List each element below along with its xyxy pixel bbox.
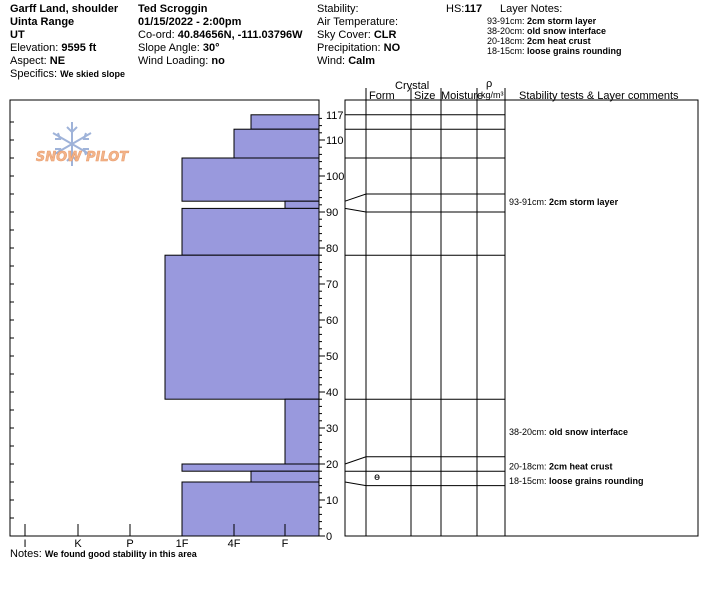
depth-axis: [319, 100, 344, 543]
layer-notes-title: Layer Notes:: [500, 3, 563, 15]
location-name: Garff Land, shoulder: [10, 3, 119, 15]
depth-tick-label: 10: [326, 495, 339, 507]
hardness-tick-label: I: [23, 538, 27, 550]
depth-tick-label: 60: [326, 315, 339, 327]
state-name: UT: [10, 29, 25, 41]
hardness-bar: [251, 471, 319, 482]
stability-comments-header: Stability tests & Layer comments: [519, 90, 679, 102]
hardness-bar: [285, 399, 319, 464]
range-name: Uinta Range: [10, 16, 75, 28]
depth-tick-label: 20: [326, 459, 339, 471]
wind-value: Calm: [348, 55, 376, 67]
depth-tick-label: 90: [326, 207, 339, 219]
elevation-value: 9595 ft: [61, 42, 97, 54]
hardness-bar: [251, 115, 319, 129]
left-tick-marks: [10, 122, 14, 518]
wind-loading-label: Wind Loading:: [138, 55, 209, 67]
hardness-tick-label: P: [126, 538, 134, 550]
layer-comment: [509, 476, 644, 486]
form-header: Form: [369, 90, 395, 102]
grain-form-symbol: ɵ: [374, 472, 381, 484]
layer-comment: [509, 197, 619, 207]
coord-value: 40.84656N, -111.03796W: [177, 29, 303, 41]
hardness-bar: [285, 201, 319, 208]
depth-tick-label: 40: [326, 387, 339, 399]
sky-label: Sky Cover:: [317, 29, 371, 41]
coord-label: Co-ord:: [138, 29, 175, 41]
depth-tick-label: 70: [326, 279, 339, 291]
layer-comment-text: loose grains rounding: [549, 475, 644, 486]
layer-comment-text: 2cm storm layer: [549, 196, 619, 207]
notes-value: We found good stability in this area: [44, 549, 197, 559]
layer-note-range: 20-18cm:: [487, 36, 525, 46]
layer-boundary: [345, 208, 505, 212]
elevation-label: Elevation:: [10, 42, 59, 54]
hardness-tick-label: F: [281, 538, 289, 550]
depth-tick-label: 30: [326, 423, 339, 435]
hardness-bar: [182, 158, 319, 201]
precip-value: NO: [383, 42, 401, 54]
snowpilot-logo: SNOW PILOT: [35, 150, 129, 165]
aspect-label: Aspect:: [10, 55, 47, 67]
layer-boundary: [345, 457, 505, 464]
sky-value: CLR: [373, 29, 397, 41]
specifics-label: Specifics:: [10, 68, 58, 80]
stability-label: Stability:: [317, 3, 359, 15]
layer-comment: [509, 461, 613, 471]
hardness-bars: [165, 115, 319, 536]
specifics-value: We skied slope: [60, 69, 125, 79]
precip-label: Precipitation:: [317, 42, 381, 54]
density-symbol: ρ: [486, 78, 493, 90]
hardness-bar: [182, 482, 319, 536]
observation-datetime: 01/15/2022 - 2:00pm: [138, 16, 242, 28]
depth-tick-label: 117: [326, 109, 344, 122]
hardness-bar: [234, 129, 319, 158]
aspect-value: NE: [49, 55, 66, 67]
layer-note-text: 2cm storm layer: [527, 16, 597, 26]
layer-comments: [509, 197, 644, 486]
layer-boundary: [345, 194, 505, 201]
size-header: Size: [414, 90, 436, 102]
depth-tick-label: 0: [326, 531, 333, 543]
hardness-tick-label: K: [74, 538, 82, 550]
hs-label: HS:: [446, 3, 465, 15]
layer-comment-range: 18-15cm:: [509, 475, 550, 486]
notes-row: [10, 548, 197, 560]
hardness-tick-label: 4F: [227, 538, 241, 550]
depth-tick-label: 110: [326, 135, 344, 147]
air-temp-label: Air Temperature:: [317, 16, 399, 28]
hardness-bar: [182, 208, 319, 255]
wind-label: Wind:: [317, 55, 346, 67]
wind-loading-value: no: [211, 55, 225, 67]
observer-name: Ted Scroggin: [138, 3, 208, 15]
density-header: kg/m³: [481, 90, 504, 100]
layer-note-text: loose grains rounding: [527, 46, 622, 56]
hardness-bar: [182, 464, 319, 471]
layer-comment-range: 93-91cm:: [509, 196, 550, 207]
layer-comment: [509, 427, 628, 437]
layer-comment-text: 2cm heat crust: [549, 461, 613, 472]
depth-tick-label: 50: [326, 351, 339, 363]
hardness-tick-label: 1F: [175, 538, 189, 550]
depth-tick-label: 100: [326, 171, 345, 183]
layer-note-range: 38-20cm:: [487, 26, 525, 36]
layer-note-text: 2cm heat crust: [527, 36, 591, 46]
layer-comment-range: 20-18cm:: [509, 461, 550, 472]
moisture-header: Moisture: [441, 90, 484, 102]
depth-tick-label: 80: [326, 243, 339, 255]
layer-note-range: 18-15cm:: [487, 46, 525, 56]
slope-label: Slope Angle:: [138, 42, 200, 54]
slope-value: 30°: [202, 42, 220, 54]
hs-value: 117: [464, 3, 483, 15]
layer-note-text: old snow interface: [527, 26, 607, 36]
notes-label: Notes:: [10, 548, 42, 560]
layer-comment-range: 38-20cm:: [509, 427, 550, 438]
layer-note-range: 93-91cm:: [487, 16, 525, 26]
layer-comment-text: old snow interface: [549, 427, 629, 438]
crystal-header: Crystal: [395, 80, 430, 92]
hardness-bar: [165, 255, 319, 399]
layer-boundary: [345, 482, 505, 486]
layer-rows: [345, 115, 505, 486]
